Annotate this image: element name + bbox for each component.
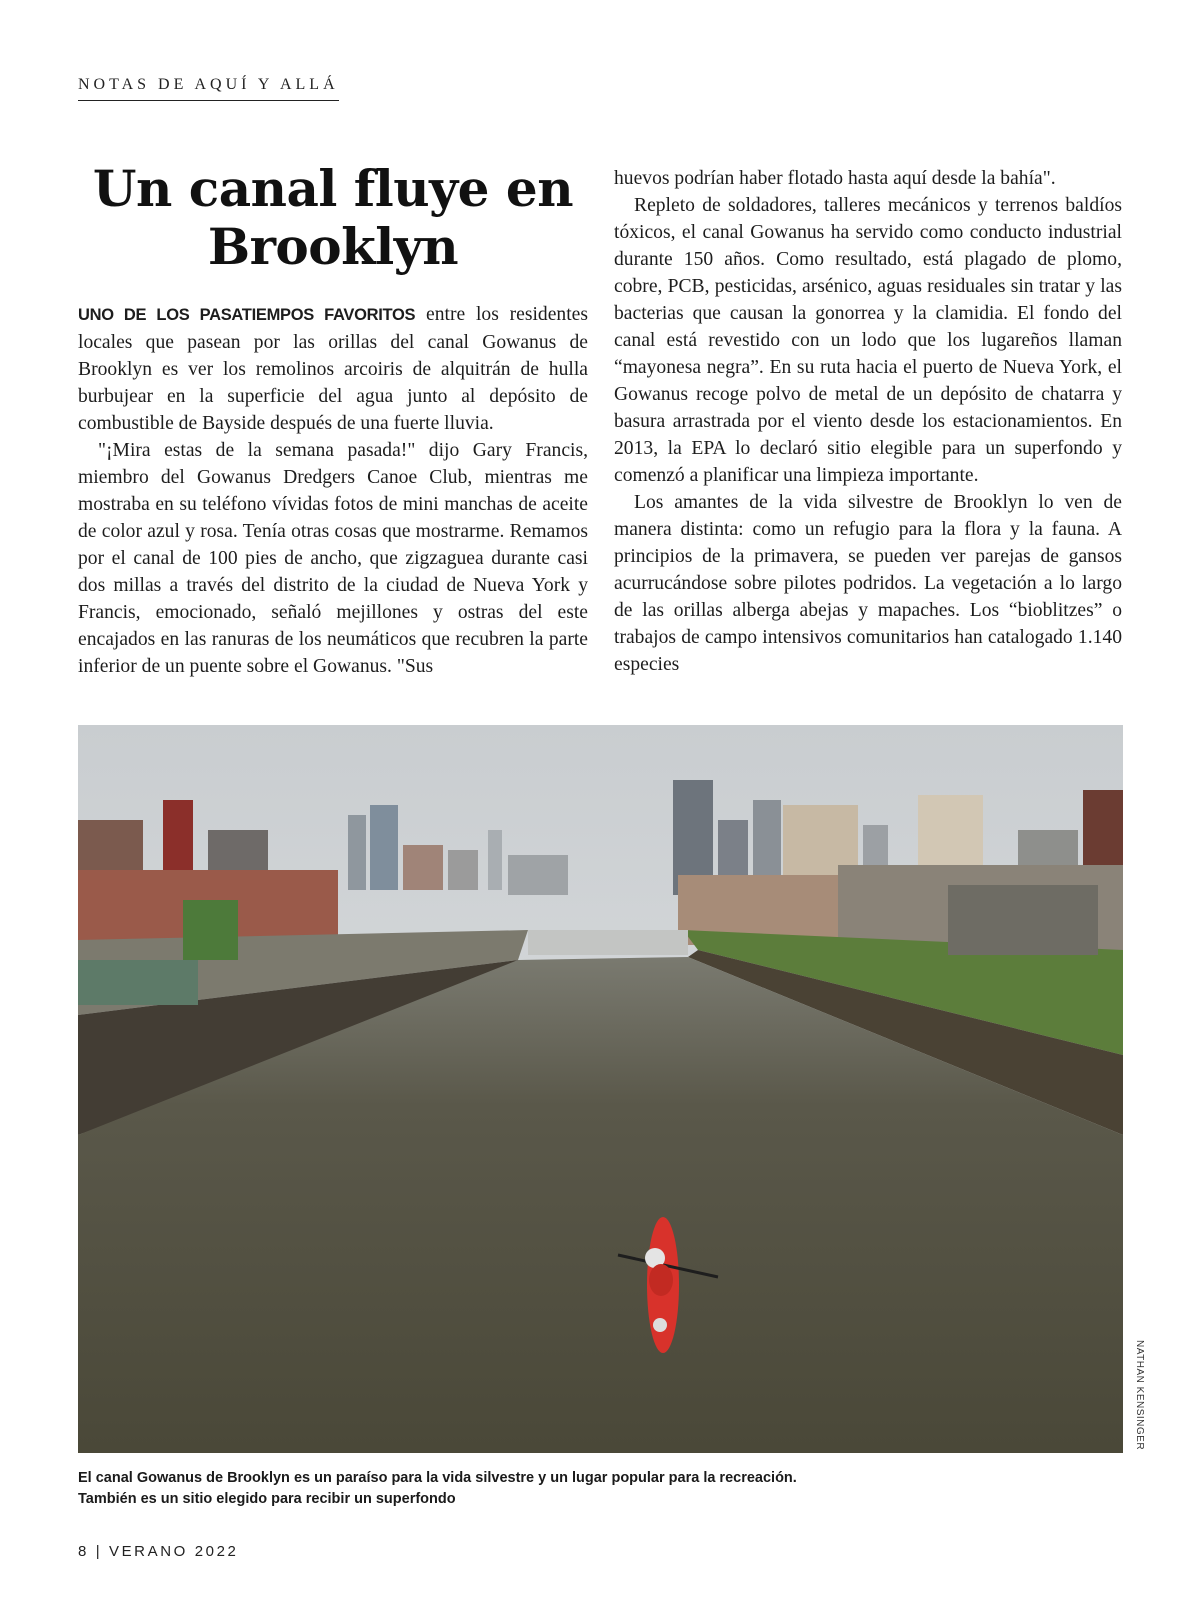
title-line-1: Un canal fluye en: [92, 159, 574, 218]
canal-photo: [78, 725, 1123, 1453]
paragraph-4: Repleto de soldadores, talleres mecánicos y terrenos baldíos tóxicos, el canal Gowanus ha servido como conducto industrial durante 150 años. Como resultado, está plagado de plomo, cobre, PCB, pesticidas, arsénico, aguas residuales sin tratar y las bacterias que causan la gonorrea y la clamidia. El fondo del canal está revestido con un lodo que los lugareños llaman “mayonesa negra”. En su ruta hacia el puerto de Nueva York, el Gowanus recoge polvo de metal de un depósito de chatarra y basura arrastrada por el viento desde los estacionamientos. En 2013, la EPA lo declaró sitio elegible para un superfondo y comenzó a planificar una limpieza importante.: [614, 195, 1122, 486]
distant-water: [528, 930, 688, 955]
paragraph-1: [78, 301, 588, 437]
article-column-left: [78, 301, 588, 680]
section-label: NOTAS DE AQUÍ Y ALLÁ: [78, 76, 339, 101]
paragraph-3: huevos podrían haber flotado hasta aquí desde la bahía".: [614, 168, 1056, 189]
caption-line-1: El canal Gowanus de Brooklyn es un paraíso para la vida silvestre y un lugar popular para la recreación.: [78, 1470, 797, 1486]
paragraph-2: "¡Mira estas de la semana pasada!" dijo Gary Francis, miembro del Gowanus Dredgers Canoe Club, mientras me mostraba en su teléfono vívidas fotos de mini manchas de aceite de color azul y rosa. Tenía otras cosas que mostrarme. Remamos por el canal de 100 pies de ancho, que zigzaguea durante casi dos millas a través del distrito de la ciudad de Nueva York y Francis, emocionado, señaló mejillones y ostras del este encajados en las ranuras de los neumáticos que recubren la parte inferior de un puente sobre el Gowanus. "Sus: [78, 440, 588, 677]
article-title: [78, 160, 588, 276]
paragraph-1-text: entre los residentes locales que pasean por las orillas del canal Gowanus de Brooklyn es ver los remolinos arcoiris de alquitrán de hulla burbujear en la superficie del agua junto al depósito de combustible de Bayside después de una fuerte lluvia.: [78, 304, 588, 434]
title-line-2: Brooklyn: [207, 217, 459, 276]
article-column-right: [614, 165, 1122, 678]
paragraph-5: Los amantes de la vida silvestre de Brooklyn lo ven de manera distinta: como un refugio para la flora y la fauna. A principios de la primavera, se pueden ver parejas de gansos acurrucándose sobre pilotes podridos. La vegetación a lo largo de las orillas alberga abejas y mapaches. Los “bioblitzes” o trabajos de campo intensivos comunitarios han catalogado 1.140 especies: [614, 492, 1122, 675]
caption-line-2: También es un sitio elegido para recibir un superfondo: [78, 1491, 456, 1507]
photo-credit: NATHAN KENSINGER: [1134, 1340, 1145, 1451]
photo-caption: [78, 1468, 978, 1510]
canal-photo-illustration: [78, 725, 1123, 1453]
page-folio: 8 | VERANO 2022: [78, 1543, 239, 1560]
lead-in: UNO DE LOS PASATIEMPOS FAVORITOS: [78, 306, 416, 324]
